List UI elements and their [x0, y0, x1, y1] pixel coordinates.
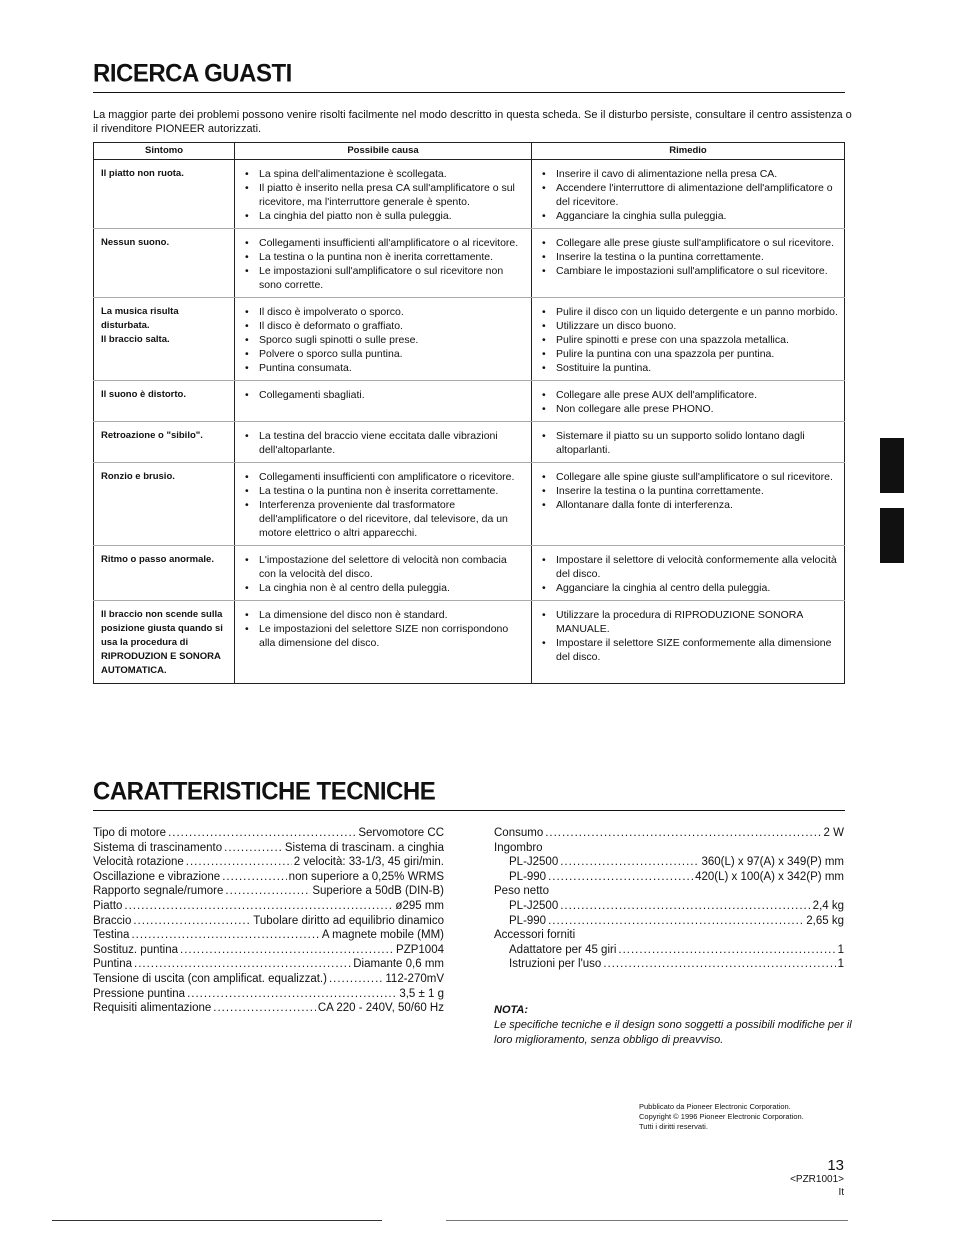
cause-cell	[235, 160, 532, 229]
table-row	[94, 546, 845, 601]
leader-dots	[560, 855, 699, 870]
remedy-cell	[532, 601, 845, 684]
spec-value: 2 velocità: 33-1/3, 45 giri/min.	[293, 856, 444, 869]
leader-dots	[545, 826, 821, 841]
cause-item: • Le impostazioni del selettore SIZE non corrispondono alla dimensione del disco.	[242, 622, 525, 650]
cause-list	[242, 388, 525, 402]
spec-row-consumo	[494, 826, 844, 841]
spec-value: 2,65 kg	[806, 914, 844, 927]
footer-rule	[52, 1220, 382, 1221]
spec-label: Istruzioni per l'uso	[509, 958, 602, 971]
spec-value: Diamante 0,6 mm	[353, 958, 444, 971]
footer-rule	[446, 1220, 848, 1221]
spec-heading-peso: Peso netto	[494, 885, 549, 898]
spec-heading-ingombro: Ingombro	[494, 841, 543, 854]
remedy-cell	[532, 298, 845, 381]
spec-label: Puntina	[93, 958, 133, 971]
remedy-item: • Pulire spinotti e prese con una spazzola metallica.	[539, 333, 838, 347]
cause-item: • La cinghia non è al centro della puleggia.	[242, 581, 525, 595]
remedy-list	[539, 305, 838, 375]
symptom-cell	[94, 381, 235, 422]
symptom-text: Il braccio salta.	[101, 334, 170, 345]
intro-paragraph: La maggior parte dei problemi possono venire risolti facilmente nel modo descritto in questa scheda. Se il disturbo persiste, consultare il centro assistenza o il rivenditore PIONEER autorizzati.	[93, 109, 852, 135]
spec-label: Adattatore per 45 giri	[509, 943, 617, 956]
cause-item: • La cinghia del piatto non è sulla puleggia.	[242, 209, 525, 223]
header-sintomo: Sintomo	[94, 143, 235, 160]
spec-row-istruzioni	[494, 957, 844, 972]
spec-label: Tipo di motore	[93, 827, 167, 839]
table-row	[94, 601, 845, 684]
cause-cell	[235, 229, 532, 298]
cause-list	[242, 167, 525, 223]
cause-item: • La spina dell'alimentazione è scollegata.	[242, 167, 525, 181]
cause-item: • Collegamenti insufficienti all'amplificatore o al ricevitore.	[242, 236, 525, 250]
cause-cell	[235, 298, 532, 381]
cause-cell	[235, 422, 532, 463]
table-row	[94, 160, 845, 229]
symptom-cell	[94, 463, 235, 546]
spec-value: 112-270mV	[385, 972, 444, 985]
remedy-list	[539, 167, 838, 223]
spec-value: 1	[837, 943, 844, 956]
spec-label: PL-J2500	[509, 856, 559, 869]
spec-row-adattatore	[494, 943, 844, 958]
remedy-item: • Utilizzare un disco buono.	[539, 319, 838, 333]
spec-row	[93, 855, 444, 870]
spec-value: 2 W	[823, 827, 844, 839]
symptom-text: Retroazione o "sibilo".	[101, 430, 203, 441]
leader-dots	[224, 841, 283, 856]
spec-label: Rapporto segnale/rumore	[93, 885, 224, 898]
leader-dots	[329, 972, 383, 987]
cause-item: • Interferenza proveniente dal trasformatore dell'amplificatore o del ricevitore, dal televisore, da un motore elettrico o altri apparecchi.	[242, 498, 525, 540]
leader-dots	[133, 914, 251, 929]
remedy-item: • Inserire la testina o la puntina correttamente.	[539, 484, 838, 498]
spec-row	[93, 914, 444, 929]
spec-label: Velocità rotazione	[93, 856, 184, 869]
symptom-cell	[94, 298, 235, 381]
spec-row	[93, 943, 444, 958]
spec-row-peso-pl-990	[494, 914, 844, 929]
remedy-item: • Agganciare la cinghia sulla puleggia.	[539, 209, 838, 223]
table-body	[94, 160, 845, 684]
remedy-cell	[532, 422, 845, 463]
spec-row	[93, 957, 444, 972]
remedy-cell	[532, 463, 845, 546]
leader-dots	[548, 870, 693, 885]
spec-label: Tensione di uscita (con amplificat. equalizzat.)	[93, 972, 327, 985]
spec-row-peso-pl-j2500	[494, 899, 844, 914]
cause-item: • Il piatto è inserito nella presa CA sull'amplificatore o sul ricevitore, ma l'interruttore generale è spento.	[242, 181, 525, 209]
remedy-item: • Cambiare le impostazioni sull'amplificatore o sul ricevitore.	[539, 264, 838, 278]
remedy-item: • Collegare alle prese AUX dell'amplificatore.	[539, 388, 838, 402]
spec-value: A magnete mobile (MM)	[321, 929, 444, 942]
spec-value: non superiore a 0,25% WRMS	[288, 870, 444, 883]
table-row	[94, 298, 845, 381]
copyright-line: Tutti i diritti reservati.	[639, 1122, 708, 1131]
cause-item: • La testina del braccio viene eccitata dalle vibrazioni dell'altoparlante.	[242, 429, 525, 457]
spec-value: PZP1004	[396, 943, 444, 956]
spec-row	[93, 987, 444, 1002]
spec-value: Superiore a 50dB (DIN-B)	[312, 885, 444, 898]
header-possibile-causa: Possibile causa	[235, 143, 532, 160]
remedy-cell	[532, 160, 845, 229]
remedy-list	[539, 608, 838, 664]
remedy-item: • Collegare alle prese giuste sull'amplificatore o sul ricevitore.	[539, 236, 838, 250]
table-row	[94, 381, 845, 422]
symptom-text: Ritmo o passo anormale.	[101, 554, 214, 565]
page-number: 13	[827, 1157, 844, 1174]
title-rule	[93, 810, 845, 811]
spec-row	[93, 826, 444, 841]
leader-dots	[131, 928, 319, 943]
leader-dots	[134, 957, 351, 972]
remedy-item: • Pulire il disco con un liquido detergente e un panno morbido.	[539, 305, 838, 319]
leader-dots	[225, 884, 310, 899]
symptom-text: Ronzio e brusio.	[101, 471, 175, 482]
table-header-row	[94, 143, 845, 160]
cause-item: • Polvere o sporco sulla puntina.	[242, 347, 525, 361]
leader-dots	[168, 826, 356, 841]
spec-value: Servomotore CC	[358, 827, 444, 839]
remedy-cell	[532, 546, 845, 601]
leader-dots	[213, 1001, 316, 1016]
cause-list	[242, 608, 525, 650]
spec-row	[93, 870, 444, 885]
specs-right-column	[494, 826, 844, 972]
copyright-block	[639, 1102, 804, 1132]
remedy-item: • Impostare il selettore di velocità conformemente alla velocità del disco.	[539, 553, 838, 581]
table-row	[94, 463, 845, 546]
spec-row	[93, 899, 444, 914]
symptom-cell	[94, 160, 235, 229]
spec-label: Piatto	[93, 899, 123, 912]
remedy-item: • Non collegare alle prese PHONO.	[539, 402, 838, 416]
remedy-list	[539, 236, 838, 278]
remedy-cell	[532, 381, 845, 422]
header-rimedio: Rimedio	[532, 143, 845, 160]
symptom-text: Il suono è distorto.	[101, 389, 186, 400]
spec-label: Sostituz. puntina	[93, 943, 179, 956]
spec-label: Oscillazione e vibrazione	[93, 870, 221, 883]
cause-item: • Collegamenti insufficienti con amplificatore o ricevitore.	[242, 470, 525, 484]
symptom-cell	[94, 229, 235, 298]
leader-dots	[180, 943, 394, 958]
language-code: It	[838, 1187, 844, 1198]
leader-dots	[187, 987, 397, 1002]
cause-item: • Le impostazioni sull'amplificatore o sul ricevitore non sono corrette.	[242, 264, 525, 292]
remedy-item: • Sostituire la puntina.	[539, 361, 838, 375]
cause-cell	[235, 381, 532, 422]
leader-dots	[222, 870, 286, 885]
spec-label: Testina	[93, 929, 130, 942]
cause-item: • Il disco è impolverato o sporco.	[242, 305, 525, 319]
title-rule	[93, 92, 845, 93]
spec-label: Requisiti alimentazione	[93, 1002, 212, 1015]
cause-list	[242, 470, 525, 540]
leader-dots	[560, 899, 810, 914]
cause-list	[242, 305, 525, 375]
cause-cell	[235, 601, 532, 684]
spec-heading-accessori: Accessori forniti	[494, 929, 576, 942]
remedy-item: • Pulire la puntina con una spazzola per puntina.	[539, 347, 838, 361]
spec-value: 360(L) x 97(A) x 349(P) mm	[701, 856, 844, 869]
cause-list	[242, 429, 525, 457]
spec-row-ingombro-pl-990	[494, 870, 844, 885]
nota-title: NOTA:	[494, 1004, 529, 1016]
spec-label: PL-990	[509, 914, 547, 927]
spec-value: 2,4 kg	[812, 899, 844, 912]
symptom-cell	[94, 601, 235, 684]
remedy-cell	[532, 229, 845, 298]
document-code: <PZR1001>	[790, 1174, 844, 1185]
remedy-item: • Impostare il selettore SIZE conformemente alla dimensione del disco.	[539, 636, 838, 664]
spec-value: 420(L) x 100(A) x 342(P) mm	[695, 870, 844, 883]
leader-dots	[124, 899, 393, 914]
remedy-item: • Agganciare la cinghia al centro della puleggia.	[539, 581, 838, 595]
cause-item: • La testina o la puntina non è inerita correttamente.	[242, 250, 525, 264]
spec-label: Sistema di trascinamento	[93, 841, 223, 854]
cause-item: • Puntina consumata.	[242, 361, 525, 375]
remedy-item: • Accendere l'interruttore di alimentazione dell'amplificatore o del ricevitore.	[539, 181, 838, 209]
symptom-cell	[94, 546, 235, 601]
leader-dots	[603, 957, 835, 972]
spec-row	[93, 972, 444, 987]
remedy-item: • Sistemare il piatto su un supporto solido lontano dagli altoparlanti.	[539, 429, 838, 457]
symptom-text: Il braccio non scende sulla posizione giusta quando si usa la procedura di RIPRODUZION E SONORA AUTOMATICA.	[101, 609, 223, 676]
spec-row	[93, 841, 444, 856]
spec-row	[93, 928, 444, 943]
cause-item: • Il disco è deformato o graffiato.	[242, 319, 525, 333]
spec-row-ingombro-pl-j2500	[494, 855, 844, 870]
leader-dots	[548, 914, 804, 929]
spec-value: ø295 mm	[395, 899, 444, 912]
cause-list	[242, 553, 525, 595]
spec-value: 3,5 ± 1 g	[399, 987, 444, 1000]
table-row	[94, 422, 845, 463]
nota-text: Le specifiche tecniche e il design sono soggetti a possibili modifiche per il loro miglioramento, senza obbligo di preavviso.	[494, 1019, 852, 1046]
cause-item: • Sporco sugli spinotti o sulle prese.	[242, 333, 525, 347]
symptom-text: La musica risulta disturbata.	[101, 306, 179, 331]
remedy-list	[539, 470, 838, 512]
spec-label: Braccio	[93, 914, 132, 927]
cause-cell	[235, 546, 532, 601]
symptom-cell	[94, 422, 235, 463]
leader-dots	[186, 855, 292, 870]
table-row	[94, 229, 845, 298]
spec-value: 1	[837, 958, 844, 971]
leader-dots	[618, 943, 835, 958]
cause-list	[242, 236, 525, 292]
spec-value: Tubolare diritto ad equilibrio dinamico	[253, 914, 444, 927]
spec-label: PL-990	[509, 870, 547, 883]
spec-value: Sistema di trascinam. a cinghia	[284, 841, 444, 854]
copyright-line: Copyright © 1996 Pioneer Electronic Corporation.	[639, 1112, 804, 1121]
section-title-caratteristiche-tecniche: CARATTERISTICHE TECNICHE	[93, 777, 436, 806]
remedy-list	[539, 429, 838, 457]
remedy-item: • Utilizzare la procedura di RIPRODUZIONE SONORA MANUALE.	[539, 608, 838, 636]
symptom-text: Nessun suono.	[101, 237, 170, 248]
remedy-item: • Inserire il cavo di alimentazione nella presa CA.	[539, 167, 838, 181]
section-title-ricerca-guasti: RICERCA GUASTI	[93, 59, 292, 88]
symptom-text: Il piatto non ruota.	[101, 168, 184, 179]
spec-label: Consumo	[494, 827, 544, 839]
spec-label: PL-J2500	[509, 899, 559, 912]
cause-cell	[235, 463, 532, 546]
specs-left-column	[93, 826, 444, 1016]
copyright-line: Pubblicato da Pioneer Electronic Corporation.	[639, 1102, 791, 1111]
remedy-list	[539, 388, 838, 416]
spec-row	[93, 884, 444, 899]
troubleshooting-table	[93, 142, 845, 684]
section-tab-marker	[880, 508, 904, 563]
cause-item: • Collegamenti sbagliati.	[242, 388, 525, 402]
remedy-item: • Inserire la testina o la puntina correttamente.	[539, 250, 838, 264]
section-tab-marker	[880, 438, 904, 493]
spec-value: CA 220 - 240V, 50/60 Hz	[317, 1002, 444, 1015]
spec-label: Pressione puntina	[93, 987, 186, 1000]
cause-item: • La dimensione del disco non è standard.	[242, 608, 525, 622]
spec-row	[93, 1001, 444, 1016]
cause-item: • La testina o la puntina non è inserita correttamente.	[242, 484, 525, 498]
cause-item: • L'impostazione del selettore di velocità non combacia con la velocità del disco.	[242, 553, 525, 581]
remedy-item: • Allontanare dalla fonte di interferenza.	[539, 498, 838, 512]
remedy-item: • Collegare alle spine giuste sull'amplificatore o sul ricevitore.	[539, 470, 838, 484]
remedy-list	[539, 553, 838, 595]
